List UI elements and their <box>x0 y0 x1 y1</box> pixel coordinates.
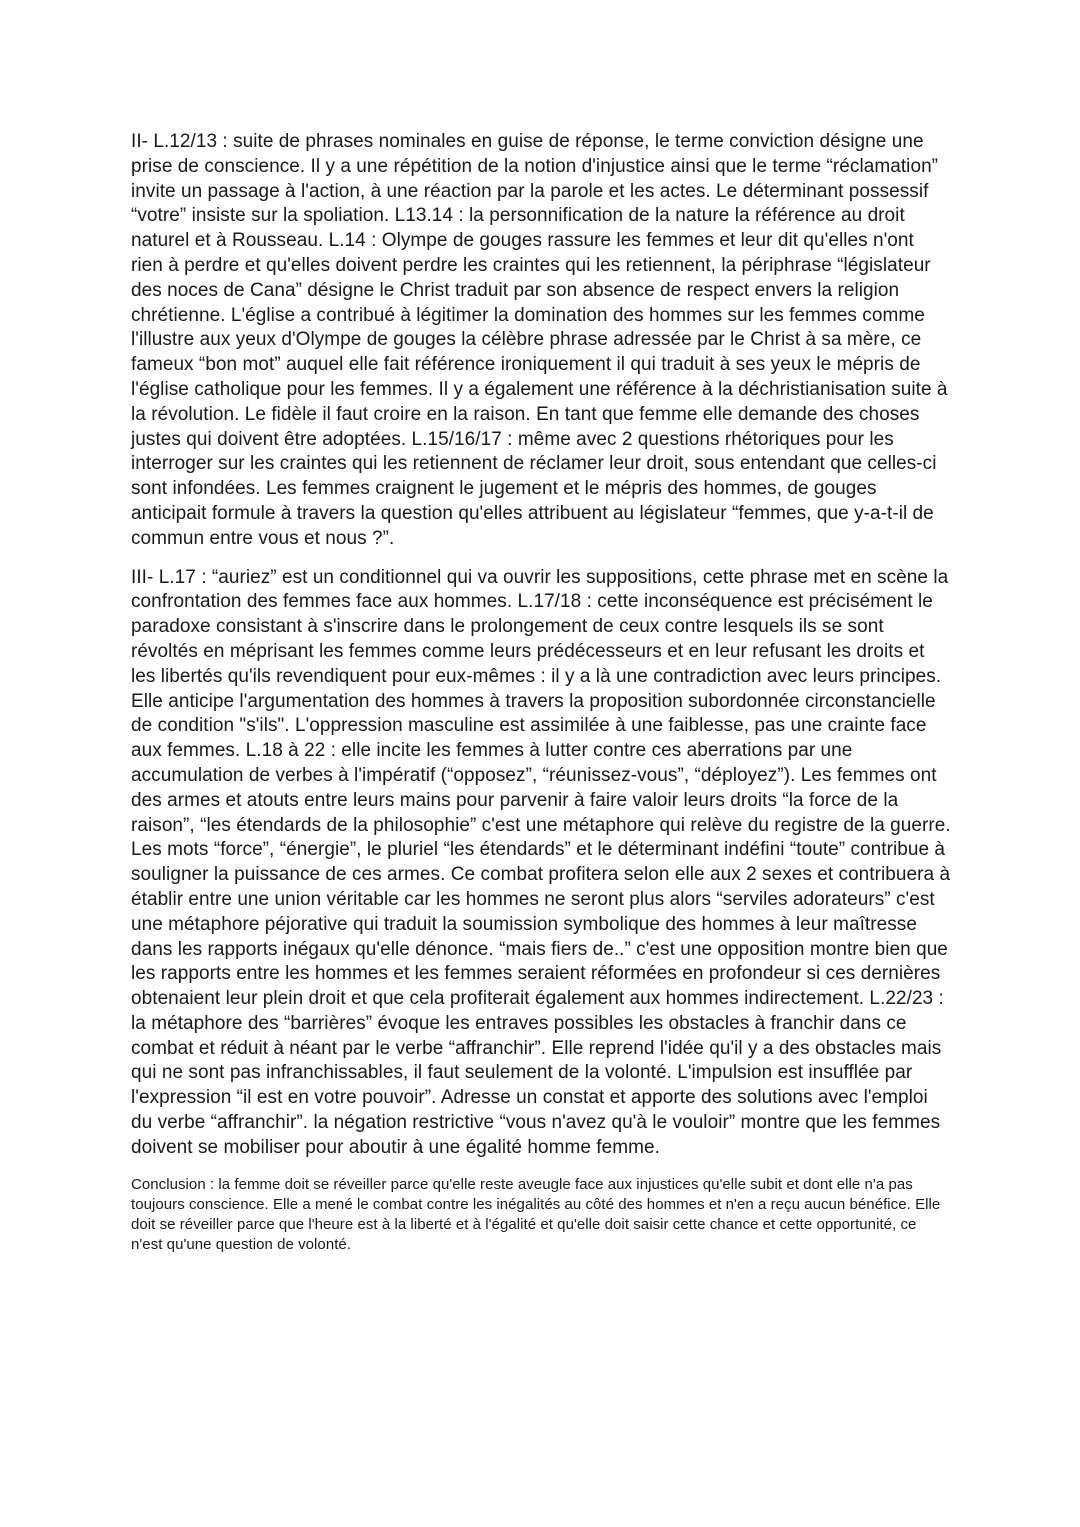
document-page <box>131 130 951 1269</box>
paragraph-part-2: II- L.12/13 : suite de phrases nominales en guise de réponse, le terme conviction désigne une prise de conscience. Il y a une répétition de la notion d'injustice ainsi que le terme “réclamation” invite un passage à l'action, à une réaction par la parole et les actes. Le déterminant possessif “votre” insiste sur la spoliation. L13.14 : la personnification de la nature la référence au droit naturel et à Rousseau. L.14 : Olympe de gouges rassure les femmes et leur dit qu'elles n'ont rien à perdre et qu'elles doivent perdre les craintes qui les retiennent, la périphrase “législateur des noces de Cana” désigne le Christ traduit par son absence de respect envers la religion chrétienne. L'église a contribué à légitimer la domination des hommes sur les femmes comme l'illustre aux yeux d'Olympe de gouges la célèbre phrase adressée par le Christ à sa mère, ce fameux “bon mot” auquel elle fait référence ironiquement il qui traduit à ses yeux le mépris de l'église catholique pour les femmes. Il y a également une référence à la déchristianisation suite à la révolution. Le fidèle il faut croire en la raison. En tant que femme elle demande des choses justes qui doivent être adoptées. L.15/16/17 : même avec 2 questions rhétoriques pour les interroger sur les craintes qui les retiennent de réclamer leur droit, sous entendant que celles-ci sont infondées. Les femmes craignent le jugement et le mépris des hommes, de gouges anticipait formule à travers la question qu'elles attribuent au législateur “femmes, que y-a-t-il de commun entre vous et nous ?”. <box>131 131 948 549</box>
paragraph-part-3: III- L.17 : “auriez” est un conditionnel qui va ouvrir les suppositions, cette phrase met en scène la confrontation des femmes face aux hommes. L.17/18 : cette inconséquence est précisément le paradoxe consistant à s'inscrire dans le prolongement de ceux contre lesquels ils se sont révoltés en méprisant les femmes comme leurs prédécesseurs et en leur refusant les droits et les libertés qu'ils revendiquent pour eux-mêmes : il y a là une contradiction avec leurs principes. Elle anticipe l'argumentation des hommes à travers la proposition subordonnée circonstancielle de condition "s'ils". L'oppression masculine est assimilée à une faiblesse, pas une crainte face aux femmes. L.18 à 22 : elle incite les femmes à lutter contre ces aberrations par une accumulation de verbes à l'impératif (“opposez”, “réunissez-vous”, “déployez”). Les femmes ont des armes et atouts entre leurs mains pour parvenir à faire valoir leurs droits “la force de la raison”, “les étendards de la philosophie” c'est une métaphore qui relève du registre de la guerre. Les mots “force”, “énergie”, le pluriel “les étendards” et le déterminant indéfini “toute” contribue à souligner la puissance de ces armes. Ce combat profitera selon elle aux 2 sexes et contribuera à établir entre une union véritable car les hommes ne seront plus alors “serviles adorateurs” c'est une métaphore péjorative qui traduit la soumission symbolique des hommes à leur maîtresse dans les rapports inégaux qu'elle dénonce. “mais fiers de..” c'est une opposition montre bien que les rapports entre les hommes et les femmes seraient réformées en profondeur si ces dernières obtenaient leur plein droit et que cela profiterait également aux hommes indirectement. L.22/23 : la métaphore des “barrières” évoque les entraves possibles les obstacles à franchir dans ce combat et réduit à néant par le verbe “affranchir”. Elle reprend l'idée qu'il y a des obstacles mais qui ne sont pas infranchissables, il faut seulement de la volonté. L'impulsion est insufflée par l'expression “il est en votre pouvoir”. Adresse un constat et apporte des solutions avec l'emploi du verbe “affranchir”. la négation restrictive “vous n'avez qu'à le vouloir” montre que les femmes doivent se mobiliser pour aboutir à une égalité homme femme. <box>131 566 951 1158</box>
paragraph-conclusion: Conclusion : la femme doit se réveiller parce qu'elle reste aveugle face aux injustices qu'elle subit et dont elle n'a pas toujours conscience. Elle a mené le combat contre les inégalités au côté des hommes et n'en a reçu aucun bénéfice. Elle doit se réveiller parce que l'heure est à la liberté et à l'égalité et qu'elle doit saisir cette chance et cette opportunité, ce n'est qu'une question de volonté. <box>131 1175 941 1253</box>
